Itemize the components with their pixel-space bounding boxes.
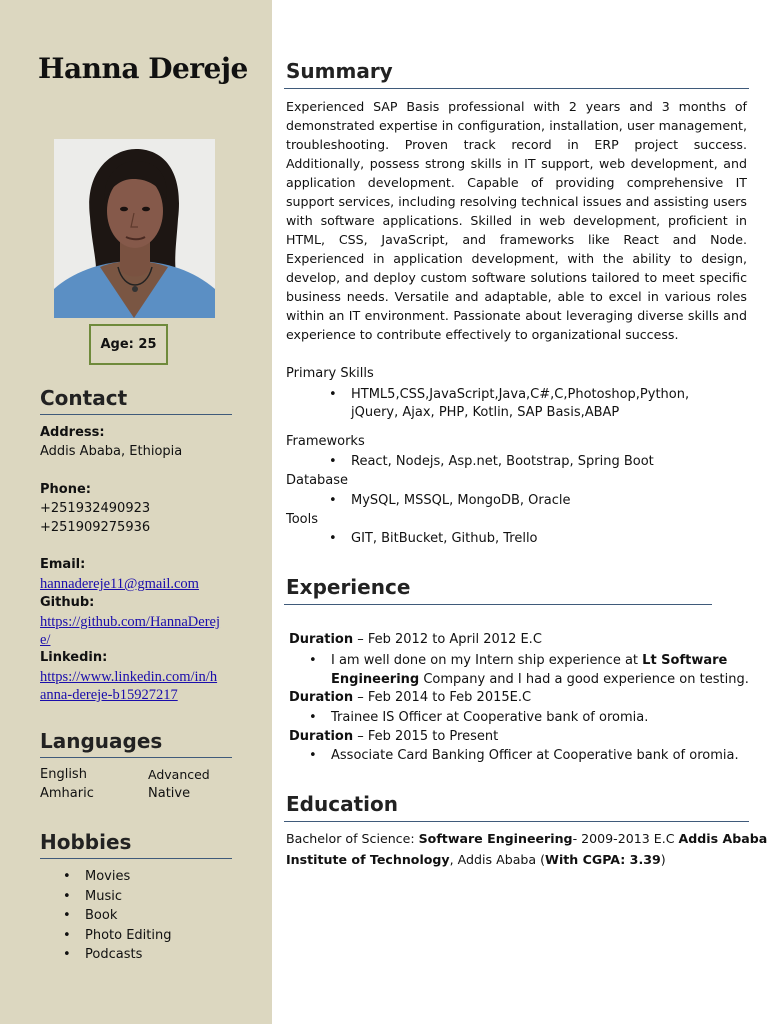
linkedin-link[interactable] [40,668,217,704]
job-text-continued [331,672,749,687]
languages-divider [40,757,232,758]
contact-heading: Contact [40,386,128,410]
duration-label: Duration [289,632,354,647]
education-line-2 [286,852,666,867]
linkedin-link-line1[interactable]: https://www.linkedin.com/in/h [40,669,218,685]
database-label: Database [286,473,349,488]
education-divider [284,821,749,822]
github-link-line2[interactable]: e/ [40,632,51,648]
list-item: • MySQL, MSSQL, MongoDB, Oracle [351,493,570,508]
language-name: Amharic [40,786,94,801]
cgpa: With CGPA: 3.39 [545,852,661,867]
address-label: Address: [40,425,105,440]
job-duration [289,690,531,705]
hobbies-divider [40,858,232,859]
duration-label: Duration [289,729,354,744]
database-list [351,493,570,508]
tools-list [351,531,538,546]
company-name: Lt Software [642,653,728,668]
contact-divider [40,414,232,415]
email-link[interactable]: hannadereje11@gmail.com [40,576,199,592]
institute-name: Addis Ababa [678,831,768,846]
job-text: I am well done on my Intern ship experience at [331,653,643,668]
linkedin-label: Linkedin: [40,650,108,665]
duration-value: – Feb 2015 to Present [353,729,499,744]
list-item: • Book [85,908,172,928]
education-heading: Education [286,792,398,816]
linkedin-link-line2[interactable]: anna-dereje-b15927217 [40,687,178,703]
email-label: Email: [40,557,86,572]
study-years: - 2009-2013 E.C [572,831,679,846]
frameworks-label: Frameworks [286,434,365,449]
phone-value-1: +251932490923 [40,501,151,516]
summary-divider [284,88,749,89]
language-name: English [40,767,87,782]
github-label: Github: [40,595,95,610]
phone-value-2: +251909275936 [40,520,151,535]
github-link[interactable] [40,613,220,649]
duration-value: – Feb 2012 to April 2012 E.C [353,632,542,647]
list-item: • Trainee IS Officer at Cooperative bank of oromia. [331,710,648,725]
tools-label: Tools [286,512,319,527]
phone-label: Phone: [40,482,91,497]
primary-skills-label: Primary Skills [286,366,374,381]
list-item: • Music [85,889,172,909]
sidebar [0,0,272,1024]
age-badge: Age: 25 [89,324,168,365]
job-details [331,748,739,763]
summary-text: Experienced SAP Basis professional with 2 years and 3 months of demonstrated expertise in configuration, installation, user management, troubleshooting. Proven track record in ERP project success. Additionally, possess strong skills in IT support, web development, and application development. Capable of providing comprehensive IT support services, including resolving technical issues and assisting users with software applications. Skilled in web development, proficient in HTML, CSS, JavaScript, and frameworks like React and Node. Experienced in application development, with the ability to design, develop, and deploy custom software solutions tailored to meet specific business needs. Versatile and adaptable, able to excel in various roles within an IT environment. Passionate about leveraging diverse skills and experience to contribute effectively to organizational success. [286,99,747,342]
candidate-name: Hanna Dereje [38,52,248,85]
main-content [272,0,768,1024]
list-item [331,653,727,672]
duration-label: Duration [289,690,354,705]
github-link-line1[interactable]: https://github.com/HannaDerej [40,614,221,630]
languages-heading: Languages [40,729,163,753]
institute-name-continued: Institute of Technology [286,852,450,867]
education-close: ) [660,852,666,867]
education-line-1 [286,831,767,846]
primary-skills-list [351,387,689,406]
education-city: , Addis Ababa ( [449,852,546,867]
job-duration [289,632,542,647]
degree: Bachelor of Science: [286,831,419,846]
address-value: Addis Ababa, Ethiopia [40,444,183,459]
frameworks-list [351,454,654,469]
list-item: • React, Nodejs, Asp.net, Bootstrap, Spring Boot [351,454,654,469]
field-of-study: Software Engineering [418,831,573,846]
summary-heading: Summary [286,59,393,83]
list-item: • GIT, BitBucket, Github, Trello [351,531,538,546]
hobbies-list [85,869,172,967]
hobbies-heading: Hobbies [40,830,132,854]
job-duration [289,729,498,744]
experience-divider [284,604,712,605]
list-item: • HTML5,CSS,JavaScript,Java,C#,C,Photoshop,Python, [351,387,689,406]
duration-value: – Feb 2014 to Feb 2015E.C [353,690,532,705]
list-item: • Podcasts [85,947,172,967]
list-item: • Associate Card Banking Officer at Cooperative bank of oromia. [331,748,739,763]
job-text-end: Company and I had a good experience on testing. [419,672,749,687]
list-item: • Movies [85,869,172,889]
job-details [331,710,648,725]
primary-skills-continued: jQuery, Ajax, PHP, Kotlin, SAP Basis,ABAP [351,405,620,420]
company-name-continued: Engineering [331,672,420,687]
language-level: Native [148,786,191,801]
list-item: • Photo Editing [85,928,172,948]
language-level: Advanced [148,767,210,782]
experience-heading: Experience [286,575,411,599]
job-details [331,653,727,672]
profile-photo [54,139,215,318]
